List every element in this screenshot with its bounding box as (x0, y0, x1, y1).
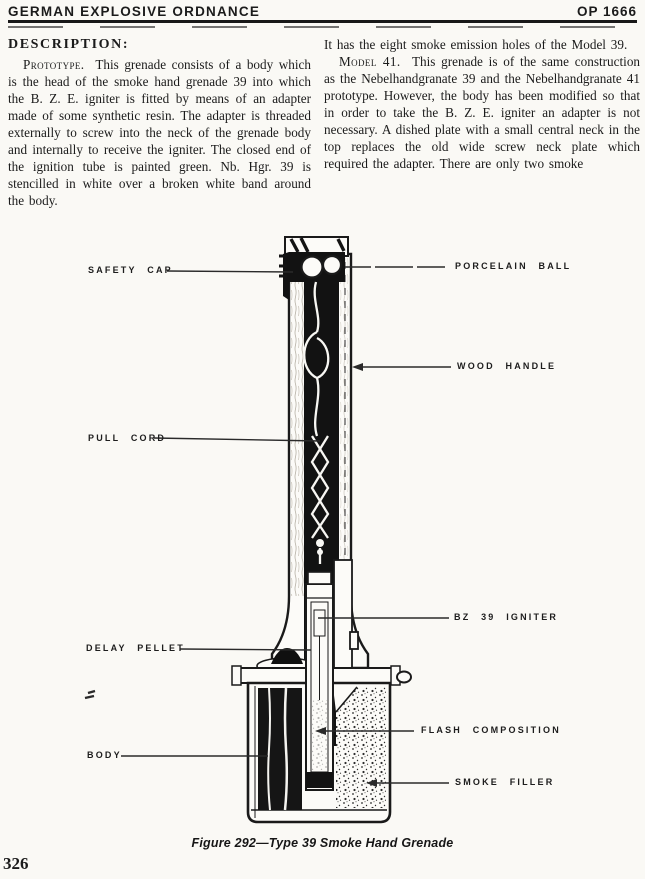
paragraph-text: This grenade consists of a body which is the head of the smoke hand grenade 39 into which the B. Z. E. igniter is fitted by means of an adapter made of some synthetic resin. The adapter is threaded externally to screw into the neck of the grenade body and internally to receive the igniter. The closed end of the ignition tube is painted green. Nb. Hgr. 39 is stencilled in white over a broken white band around the body. (8, 57, 311, 208)
label-flash-composition: FLASH COMPOSITION (421, 725, 561, 735)
label-body: BODY (87, 750, 122, 760)
label-safety-cap: SAFETY CAP (88, 265, 173, 275)
header-title: GERMAN EXPLOSIVE ORDNANCE (8, 4, 261, 19)
header-doc-id: OP 1666 (576, 4, 637, 19)
paragraph-lead: Prototype. (23, 57, 85, 72)
label-delay-pellet: DELAY PELLET (86, 643, 185, 653)
label-bz39-igniter: BZ 39 IGNITER (454, 612, 559, 622)
label-smoke-filler: SMOKE FILLER (455, 777, 555, 787)
figure-caption: Figure 292—Type 39 Smoke Hand Grenade (191, 836, 454, 850)
label-pull-cord: PULL CORD (88, 433, 167, 443)
section-heading: DESCRIPTION: (8, 37, 130, 52)
paragraph-continuation: It has the eight smoke emission holes of the Model 39. (324, 37, 628, 52)
page-number: 326 (3, 854, 29, 873)
igniter-drawing (306, 572, 333, 790)
leader-safety-cap (167, 271, 293, 272)
leader-wood-handle (352, 363, 451, 371)
smoke-filler-drawing (333, 687, 386, 808)
label-porcelain-ball: PORCELAIN BALL (455, 261, 572, 271)
paragraph-text: This grenade is of the same construction as the Nebelhandgranate 39 and the Nebelhandgranate 41 prototype. However, the body has been modified so that in order to take the B. Z. E. igniter an adapter is not necessary. A dished plate with a small central neck in the top replaces the old wide screw neck plate which required the adapter. There are only two smoke (324, 54, 641, 171)
leader-delay-pellet (180, 649, 311, 650)
paragraph-lead: Model 41. (339, 54, 401, 69)
scan-artifact (85, 691, 95, 698)
flash-composition-drawing (312, 700, 327, 770)
label-wood-handle: WOOD HANDLE (457, 361, 557, 371)
